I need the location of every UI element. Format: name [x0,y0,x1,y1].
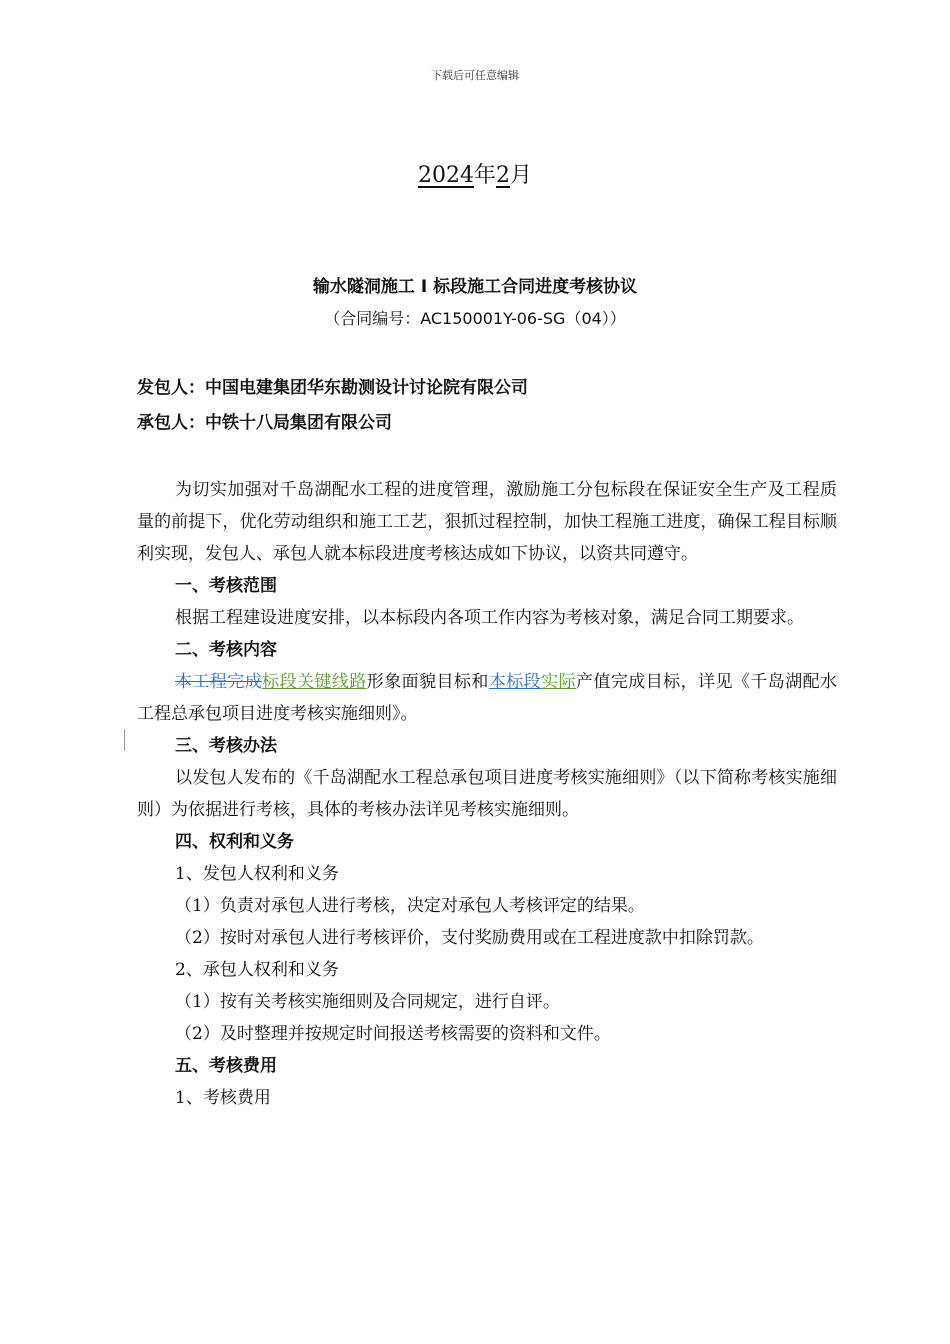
date-year: 2024 [417,163,474,188]
section-2-run: 形象面貌目标和 [366,672,489,692]
revision-inserted-text-3: 实际 [541,672,576,692]
date-year-suffix: 年 [473,163,496,188]
revision-deleted-text: 本工程完成 [175,672,263,692]
section-2-run-end: 产值完成目标，详见《千岛湖配水工程总承包项目进度考核实施细则》。 [137,672,838,724]
contractor-item-2: （2）及时整理并按规定时间报送考核需要的资料和文件。 [175,1024,611,1044]
contractor-line: 承包人：中铁十八局集团有限公司 [137,413,392,433]
employer-item-1: （1）负责对承包人进行考核，决定对承包人考核评定的结果。 [175,896,645,916]
section-1-text: 根据工程建设进度安排，以本标段内各项工作内容为考核对象，满足合同工期要求。 [175,608,804,628]
section-2-heading: 二、考核内容 [175,640,277,660]
section-2-text [137,666,837,730]
revision-inserted-text: 标段关键线路 [262,672,367,692]
contractor-item-1: （1）按有关考核实施细则及合同规定，进行自评。 [175,992,560,1012]
contractor-rights-title: 2、承包人权利和义务 [175,960,339,980]
section-3-heading: 三、考核办法 [175,736,277,756]
document-body [137,474,837,1114]
header-note: 下载后可任意编辑 [431,69,519,82]
date-month: 2 [496,163,510,188]
document-title: 输水隧洞施工 I 标段施工合同进度考核协议 [312,277,638,297]
section-5-heading: 五、考核费用 [175,1056,277,1076]
employer-rights-title: 1、发包人权利和义务 [175,864,339,884]
revision-inserted-text-2: 本标段 [488,672,542,692]
employer-line: 发包人：中国电建集团华东勘测设计讨论院有限公司 [137,378,528,398]
intro-paragraph: 为切实加强对千岛湖配水工程的进度管理，激励施工分包标段在保证安全生产及工程质量的前提下，优化劳动组织和施工工艺，狠抓过程控制，加快工程施工进度，确保工程目标顺利实现，发包人、承包人就本标段进度考核达成如下协议，以资共同遵守。 [137,480,837,564]
employer-item-2: （2）按时对承包人进行考核评价，支付奖励费用或在工程进度款中扣除罚款。 [175,928,764,948]
contract-number: （合同编号：AC150001Y-06-SG（04）） [324,309,626,328]
section-4-heading: 四、权利和义务 [175,832,294,852]
document-date [0,158,950,189]
section-5-item-1: 1、考核费用 [175,1088,271,1108]
section-3-text: 以发包人发布的《千岛湖配水工程总承包项目进度考核实施细则》（以下简称考核实施细则）为依据进行考核，具体的考核办法详见考核实施细则。 [137,768,837,820]
revision-bar [124,729,125,751]
date-month-suffix: 月 [510,163,533,188]
section-1-heading: 一、考核范围 [175,576,277,596]
